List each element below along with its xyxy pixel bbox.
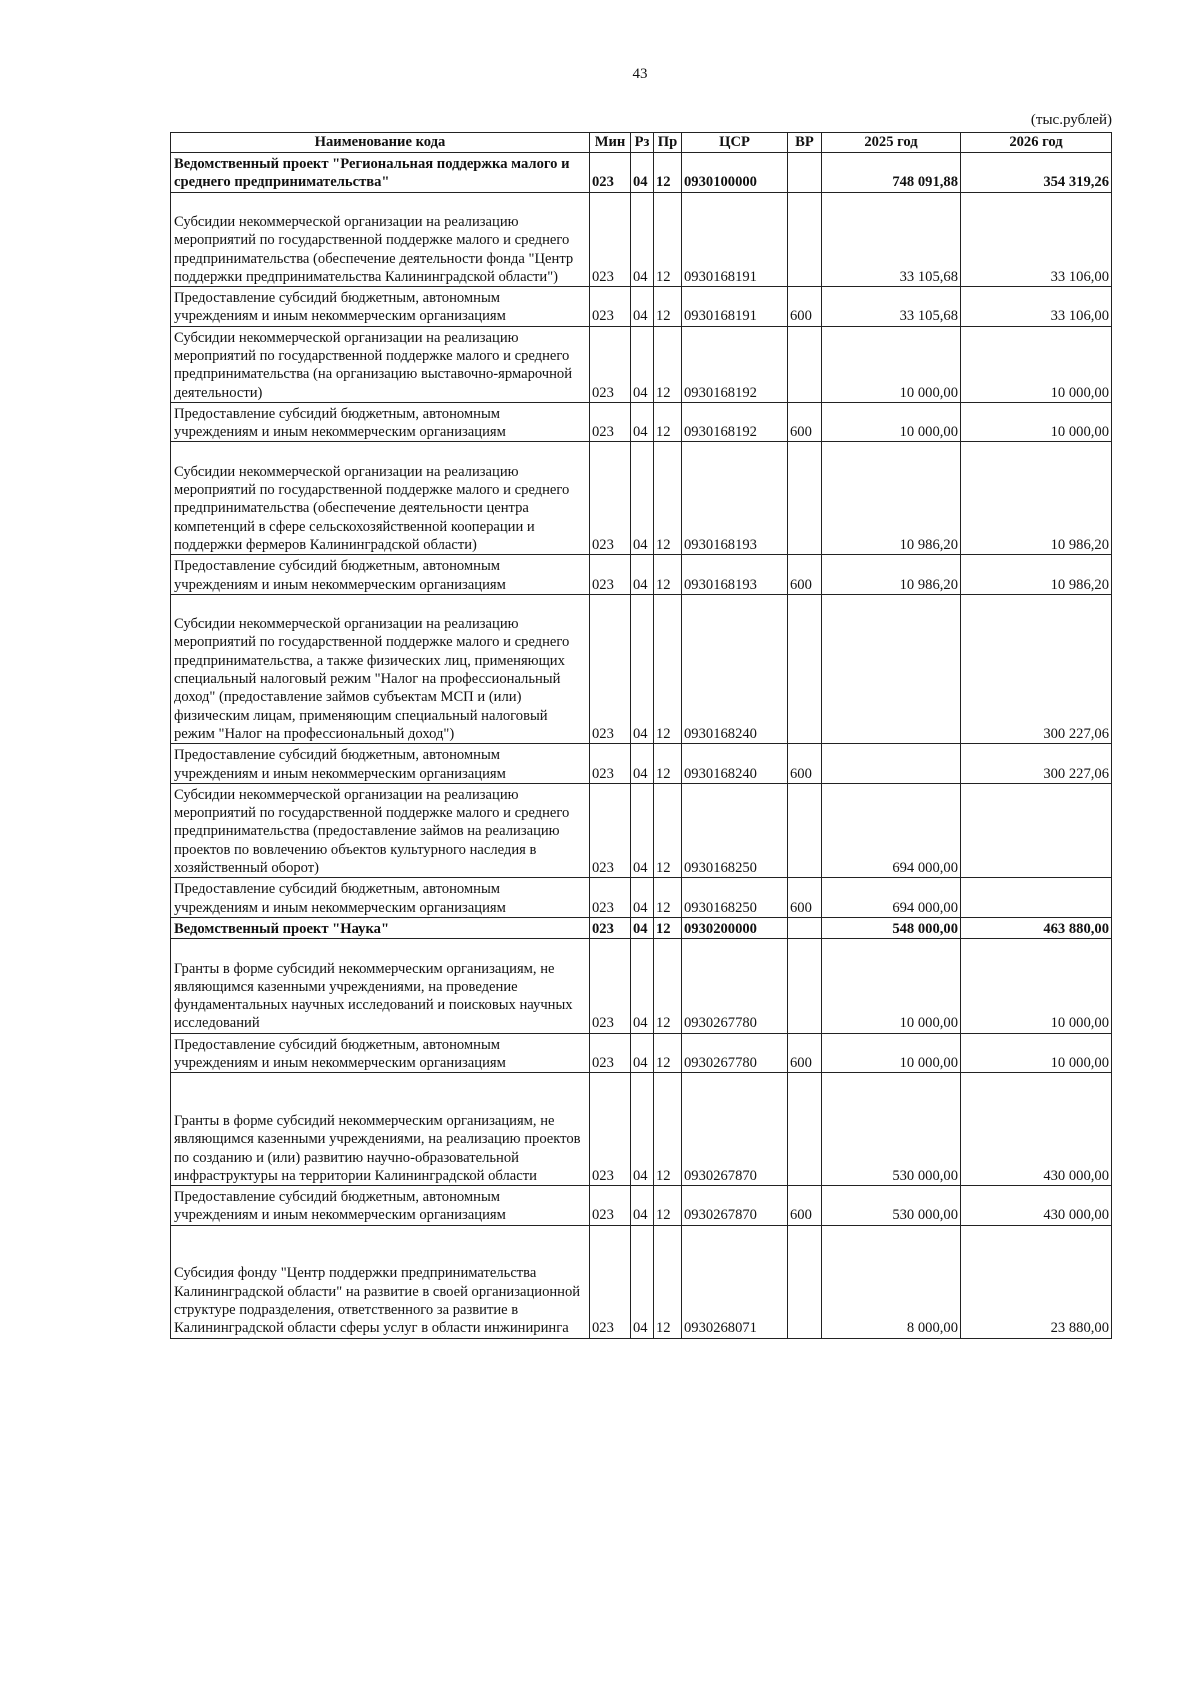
cell-min: 023 <box>590 287 631 327</box>
col-header-csr: ЦСР <box>682 133 788 153</box>
cell-name: Предоставление субсидий бюджетным, автономным учреждениям и иным некоммерческим организациям <box>171 744 590 784</box>
cell-pr: 12 <box>654 1186 682 1226</box>
cell-pr: 12 <box>654 917 682 938</box>
cell-csr: 0930268071 <box>682 1225 788 1338</box>
cell-rz: 04 <box>631 287 654 327</box>
cell-2026: 10 000,00 <box>961 939 1112 1034</box>
table-row <box>171 1225 1112 1338</box>
cell-vr <box>788 153 822 193</box>
col-header-2025: 2025 год <box>822 133 961 153</box>
cell-vr <box>788 442 822 555</box>
cell-min: 023 <box>590 744 631 784</box>
cell-vr <box>788 1073 822 1186</box>
cell-csr: 0930168192 <box>682 402 788 442</box>
cell-2025: 694 000,00 <box>822 878 961 918</box>
cell-name: Субсидии некоммерческой организации на реализацию мероприятий по государственной поддержке малого и среднего предпринимательства (на организацию выставочно-ярмарочной деятельности) <box>171 326 590 402</box>
cell-rz: 04 <box>631 917 654 938</box>
table-row <box>171 326 1112 402</box>
col-header-2026: 2026 год <box>961 133 1112 153</box>
table-row <box>171 594 1112 743</box>
col-header-min: Мин <box>590 133 631 153</box>
cell-name: Предоставление субсидий бюджетным, автономным учреждениям и иным некоммерческим организациям <box>171 555 590 595</box>
cell-2025 <box>822 594 961 743</box>
page-number: 43 <box>632 66 648 82</box>
cell-rz: 04 <box>631 555 654 595</box>
table-row <box>171 1033 1112 1073</box>
table-row <box>171 402 1112 442</box>
cell-name: Гранты в форме субсидий некоммерческим организациям, не являющимся казенными учреждениями, на проведение фундаментальных научных исследований и поисковых научных исследований <box>171 939 590 1034</box>
cell-vr <box>788 939 822 1034</box>
cell-vr: 600 <box>788 555 822 595</box>
cell-name: Гранты в форме субсидий некоммерческим организациям, не являющимся казенными учреждениями, на реализацию проектов по созданию и (или) развитию научно-образовательной инфраструктуры на территории Калининградской области <box>171 1073 590 1186</box>
cell-vr <box>788 917 822 938</box>
cell-csr: 0930168193 <box>682 555 788 595</box>
cell-2025: 548 000,00 <box>822 917 961 938</box>
budget-table <box>170 132 1112 1339</box>
cell-min: 023 <box>590 1225 631 1338</box>
table-row <box>171 1073 1112 1186</box>
cell-min: 023 <box>590 594 631 743</box>
cell-pr: 12 <box>654 783 682 878</box>
table-row <box>171 783 1112 878</box>
cell-2025: 530 000,00 <box>822 1073 961 1186</box>
cell-2026: 10 986,20 <box>961 555 1112 595</box>
cell-min: 023 <box>590 326 631 402</box>
cell-name: Субсидии некоммерческой организации на реализацию мероприятий по государственной поддержке малого и среднего предпринимательства (обеспечение деятельности фонда "Центр поддержки предпринимательства Калининградской области") <box>171 192 590 287</box>
table-row <box>171 939 1112 1034</box>
cell-csr: 0930168193 <box>682 442 788 555</box>
cell-vr <box>788 1225 822 1338</box>
cell-name: Предоставление субсидий бюджетным, автономным учреждениям и иным некоммерческим организациям <box>171 1033 590 1073</box>
cell-csr: 0930168192 <box>682 326 788 402</box>
cell-2025: 10 986,20 <box>822 442 961 555</box>
cell-2025 <box>822 744 961 784</box>
cell-2026: 33 106,00 <box>961 287 1112 327</box>
table-header-row <box>171 133 1112 153</box>
cell-name: Субсидия фонду "Центр поддержки предпринимательства Калининградской области" на развитие в своей организационной структуре подразделения, ответственного за развитие в Калининградской области сферы услуг в области инжиниринга <box>171 1225 590 1338</box>
cell-rz: 04 <box>631 1186 654 1226</box>
cell-pr: 12 <box>654 1073 682 1186</box>
table-row <box>171 442 1112 555</box>
cell-rz: 04 <box>631 594 654 743</box>
cell-rz: 04 <box>631 783 654 878</box>
cell-name: Предоставление субсидий бюджетным, автономным учреждениям и иным некоммерческим организациям <box>171 287 590 327</box>
cell-rz: 04 <box>631 402 654 442</box>
cell-rz: 04 <box>631 153 654 193</box>
cell-pr: 12 <box>654 1225 682 1338</box>
cell-name: Субсидии некоммерческой организации на реализацию мероприятий по государственной поддержке малого и среднего предпринимательства (обеспечение деятельности центра компетенций в сфере сельскохозяйственной кооперации и поддержки фермеров Калининградской области) <box>171 442 590 555</box>
cell-pr: 12 <box>654 442 682 555</box>
table-row <box>171 555 1112 595</box>
cell-rz: 04 <box>631 192 654 287</box>
col-header-name: Наименование кода <box>171 133 590 153</box>
cell-pr: 12 <box>654 744 682 784</box>
cell-csr: 0930168191 <box>682 287 788 327</box>
table-body <box>171 153 1112 1339</box>
cell-rz: 04 <box>631 442 654 555</box>
cell-2025: 748 091,88 <box>822 153 961 193</box>
cell-2026: 463 880,00 <box>961 917 1112 938</box>
cell-pr: 12 <box>654 1033 682 1073</box>
cell-rz: 04 <box>631 1225 654 1338</box>
cell-min: 023 <box>590 1186 631 1226</box>
cell-min: 023 <box>590 402 631 442</box>
cell-vr: 600 <box>788 287 822 327</box>
cell-min: 023 <box>590 555 631 595</box>
cell-csr: 0930267780 <box>682 1033 788 1073</box>
table-row <box>171 153 1112 193</box>
cell-2026: 10 000,00 <box>961 326 1112 402</box>
cell-2025: 10 000,00 <box>822 1033 961 1073</box>
cell-2026 <box>961 783 1112 878</box>
cell-min: 023 <box>590 783 631 878</box>
cell-2026: 23 880,00 <box>961 1225 1112 1338</box>
cell-name: Ведомственный проект "Наука" <box>171 917 590 938</box>
table-row <box>171 192 1112 287</box>
cell-2026: 10 000,00 <box>961 402 1112 442</box>
cell-rz: 04 <box>631 1033 654 1073</box>
cell-2026: 33 106,00 <box>961 192 1112 287</box>
cell-name: Субсидии некоммерческой организации на реализацию мероприятий по государственной поддержке малого и среднего предпринимательства (предоставление займов на реализацию проектов по вовлечению объектов культурного наследия в хозяйственный оборот) <box>171 783 590 878</box>
cell-pr: 12 <box>654 326 682 402</box>
cell-name: Предоставление субсидий бюджетным, автономным учреждениям и иным некоммерческим организациям <box>171 402 590 442</box>
col-header-pr: Пр <box>654 133 682 153</box>
cell-name: Ведомственный проект "Региональная поддержка малого и среднего предпринимательства" <box>171 153 590 193</box>
cell-name: Предоставление субсидий бюджетным, автономным учреждениям и иным некоммерческим организациям <box>171 878 590 918</box>
cell-rz: 04 <box>631 878 654 918</box>
cell-csr: 0930168240 <box>682 744 788 784</box>
cell-csr: 0930168250 <box>682 783 788 878</box>
cell-min: 023 <box>590 1073 631 1186</box>
cell-2026: 430 000,00 <box>961 1073 1112 1186</box>
cell-pr: 12 <box>654 153 682 193</box>
cell-name: Предоставление субсидий бюджетным, автономным учреждениям и иным некоммерческим организациям <box>171 1186 590 1226</box>
cell-min: 023 <box>590 192 631 287</box>
cell-2025: 10 000,00 <box>822 402 961 442</box>
table-row <box>171 917 1112 938</box>
cell-2026: 10 000,00 <box>961 1033 1112 1073</box>
cell-vr: 600 <box>788 1033 822 1073</box>
col-header-vr: ВР <box>788 133 822 153</box>
cell-pr: 12 <box>654 878 682 918</box>
cell-pr: 12 <box>654 192 682 287</box>
cell-vr <box>788 783 822 878</box>
cell-csr: 0930168191 <box>682 192 788 287</box>
cell-2026 <box>961 878 1112 918</box>
cell-2025: 10 000,00 <box>822 939 961 1034</box>
cell-rz: 04 <box>631 744 654 784</box>
cell-pr: 12 <box>654 402 682 442</box>
cell-min: 023 <box>590 442 631 555</box>
units-label: (тыс.рублей) <box>1030 112 1112 128</box>
cell-2025: 10 000,00 <box>822 326 961 402</box>
cell-vr <box>788 594 822 743</box>
table-row <box>171 287 1112 327</box>
cell-csr: 0930168240 <box>682 594 788 743</box>
cell-csr: 0930267870 <box>682 1073 788 1186</box>
cell-2026: 354 319,26 <box>961 153 1112 193</box>
cell-csr: 0930100000 <box>682 153 788 193</box>
cell-csr: 0930200000 <box>682 917 788 938</box>
cell-2025: 694 000,00 <box>822 783 961 878</box>
cell-min: 023 <box>590 878 631 918</box>
cell-min: 023 <box>590 1033 631 1073</box>
table-row <box>171 744 1112 784</box>
cell-vr <box>788 326 822 402</box>
cell-vr: 600 <box>788 878 822 918</box>
cell-2025: 33 105,68 <box>822 287 961 327</box>
cell-vr: 600 <box>788 402 822 442</box>
table-row <box>171 1186 1112 1226</box>
cell-2025: 33 105,68 <box>822 192 961 287</box>
cell-rz: 04 <box>631 939 654 1034</box>
cell-min: 023 <box>590 153 631 193</box>
cell-min: 023 <box>590 939 631 1034</box>
cell-2026: 300 227,06 <box>961 594 1112 743</box>
cell-vr: 600 <box>788 744 822 784</box>
cell-csr: 0930267780 <box>682 939 788 1034</box>
cell-pr: 12 <box>654 287 682 327</box>
cell-rz: 04 <box>631 1073 654 1186</box>
cell-pr: 12 <box>654 594 682 743</box>
cell-name: Субсидии некоммерческой организации на реализацию мероприятий по государственной поддержке малого и среднего предпринимательства, а также физических лиц, применяющих специальный налоговый режим "Налог на профессиональный доход" (предоставление займов субъектам МСП и (или) физическим лицам, применяющим специальный налоговый режим "Налог на профессиональный доход") <box>171 594 590 743</box>
cell-2025: 8 000,00 <box>822 1225 961 1338</box>
cell-rz: 04 <box>631 326 654 402</box>
table-row <box>171 878 1112 918</box>
col-header-rz: Рз <box>631 133 654 153</box>
cell-csr: 0930168250 <box>682 878 788 918</box>
cell-2026: 10 986,20 <box>961 442 1112 555</box>
cell-min: 023 <box>590 917 631 938</box>
cell-csr: 0930267870 <box>682 1186 788 1226</box>
cell-pr: 12 <box>654 555 682 595</box>
cell-2026: 300 227,06 <box>961 744 1112 784</box>
cell-vr <box>788 192 822 287</box>
cell-vr: 600 <box>788 1186 822 1226</box>
cell-2025: 530 000,00 <box>822 1186 961 1226</box>
cell-pr: 12 <box>654 939 682 1034</box>
cell-2025: 10 986,20 <box>822 555 961 595</box>
cell-2026: 430 000,00 <box>961 1186 1112 1226</box>
